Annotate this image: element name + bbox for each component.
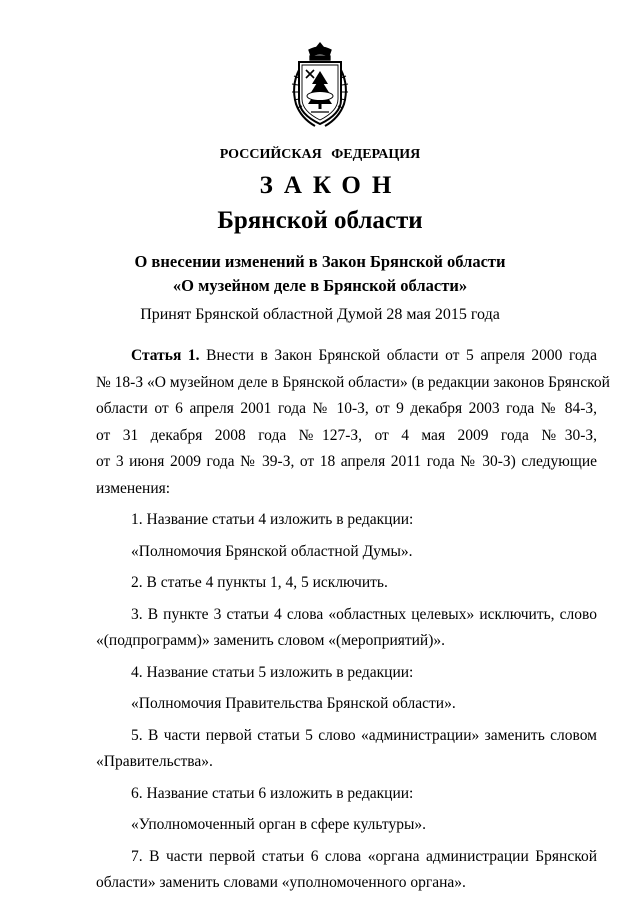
region-title: Брянской области <box>217 207 423 234</box>
paragraph-line: «(подпрограмм)» заменить словом «(мероприятий)». <box>96 632 446 649</box>
list-item <box>96 660 597 687</box>
paragraph-line: 2. В статье 4 пункты 1, 4, 5 исключить. <box>131 574 388 591</box>
paragraph-line-text: Внести в Закон Брянской области от 5 апреля 2000 года <box>206 347 598 364</box>
paragraph-line: «Полномочия Брянской областной Думы». <box>131 542 413 560</box>
paragraph-line: «Правительства». <box>96 753 213 770</box>
paragraph-line <box>96 343 597 370</box>
paragraph-line: 7. В части первой статьи 6 слова «органа администрации Брянской <box>131 847 597 865</box>
paragraph-line: 5. В части первой статьи 5 слово «администрации» заменить словом <box>131 726 597 744</box>
bryansk-coat-of-arms-icon <box>287 40 353 130</box>
law-subject-line-1: О внесении изменений в Закон Брянской области <box>134 252 506 271</box>
paragraph-line: «Уполномоченный орган в сфере культуры». <box>131 816 426 833</box>
paragraph-line: 1. Название статьи 4 изложить в редакции: <box>131 511 414 528</box>
paragraph-line: от 3 июня 2009 года № 39-З, от 18 апреля 2011 года № 30-З) следующие <box>96 453 597 470</box>
paragraph-line: № 18-З «О музейном деле в Брянской области» (в редакции законов Брянской <box>96 373 610 391</box>
law-title: ЗАКОН <box>259 172 403 199</box>
article-1-label: Статья 1. <box>131 347 200 364</box>
federation-heading: РОССИЙСКАЯ ФЕДЕРАЦИЯ <box>219 147 421 162</box>
article-1-intro <box>96 343 610 502</box>
paragraph-line: 4. Название статьи 5 изложить в редакции: <box>131 663 414 681</box>
paragraph-line: 6. Название статьи 6 изложить в редакции: <box>131 784 414 802</box>
list-item <box>96 812 597 839</box>
paragraph-line: от 31 декабря 2008 года №127-З, от 4 мая 2009 года №30-З, <box>96 426 597 444</box>
list-item <box>96 691 597 718</box>
paragraph-line: 3. В пункте 3 статьи 4 слова «областных целевых» исключить, слово <box>131 605 597 623</box>
adoption-note: Принят Брянской областной Думой 28 мая 2015 года <box>140 306 500 323</box>
list-item <box>96 844 597 897</box>
law-subject-line-2: «О музейном деле в Брянской области» <box>172 276 468 295</box>
article-1-body <box>96 343 610 897</box>
list-item <box>96 539 597 566</box>
list-item <box>96 723 597 776</box>
list-item <box>96 781 597 808</box>
list-item <box>96 602 597 655</box>
paragraph-line: области» заменить словами «уполномоченного органа». <box>96 874 466 891</box>
list-item <box>96 570 597 597</box>
list-item <box>96 507 597 534</box>
paragraph-line: изменения: <box>96 479 171 497</box>
paragraph-line: «Полномочия Правительства Брянской области». <box>131 695 456 712</box>
paragraph-line: области от 6 апреля 2001 года № 10-З, от 9 декабря 2003 года № 84-З, <box>96 400 597 417</box>
